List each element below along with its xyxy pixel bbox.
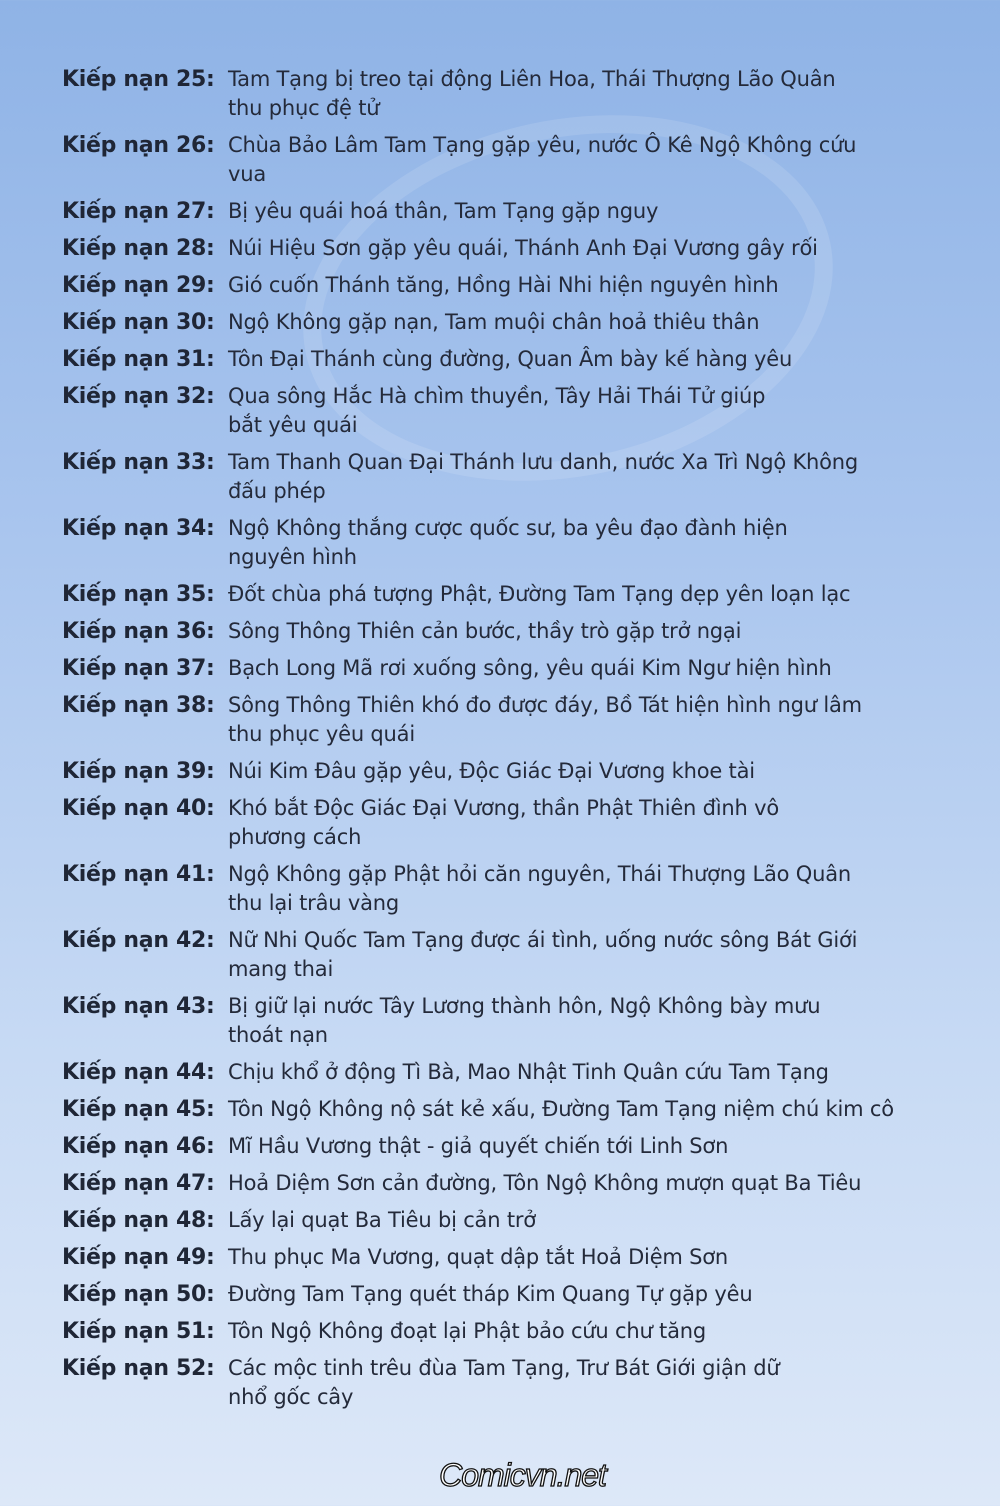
trial-number: Kiếp nạn 36: <box>62 619 215 644</box>
trial-number: Kiếp nạn 44: <box>62 1060 215 1085</box>
watermark: Comicvn.net <box>439 1457 606 1493</box>
trial-description: Núi Hiệu Sơn gặp yêu quái, Thánh Anh Đại Vương gây rối <box>228 236 818 260</box>
trial-description: Sông Thông Thiên cản bước, thầy trò gặp trở ngại <box>228 619 742 643</box>
list-item <box>62 65 962 123</box>
list-item <box>62 654 962 683</box>
trial-number: Kiếp nạn 26: <box>62 133 215 158</box>
trial-number: Kiếp nạn 51: <box>62 1319 215 1344</box>
list-item <box>62 1206 962 1235</box>
list-item <box>62 382 962 440</box>
list-item <box>62 234 962 263</box>
list-item <box>62 580 962 609</box>
trial-description: Đốt chùa phá tượng Phật, Đường Tam Tạng dẹp yên loạn lạc <box>228 582 851 606</box>
trial-description: Đường Tam Tạng quét tháp Kim Quang Tự gặp yêu <box>228 1282 753 1306</box>
trial-description: Núi Kim Đâu gặp yêu, Độc Giác Đại Vương khoe tài <box>228 759 755 783</box>
list-item <box>62 691 962 749</box>
trial-number: Kiếp nạn 38: <box>62 693 215 718</box>
trial-number: Kiếp nạn 33: <box>62 450 215 475</box>
trial-number: Kiếp nạn 28: <box>62 236 215 261</box>
trial-description: Mĩ Hầu Vương thật - giả quyết chiến tới Linh Sơn <box>228 1134 729 1158</box>
trial-description: Tôn Ngộ Không đoạt lại Phật bảo cứu chư tăng <box>228 1319 706 1343</box>
trial-number: Kiếp nạn 34: <box>62 516 215 541</box>
list-item <box>62 1132 962 1161</box>
trial-number: Kiếp nạn 48: <box>62 1208 215 1233</box>
trial-description: Tôn Đại Thánh cùng đường, Quan Âm bày kế hàng yêu <box>228 347 793 371</box>
trial-description: Bạch Long Mã rơi xuống sông, yêu quái Kim Ngư hiện hình <box>228 656 832 680</box>
list-item <box>62 1317 962 1346</box>
trial-description: Thu phục Ma Vương, quạt dập tắt Hoả Diệm Sơn <box>228 1245 729 1269</box>
trial-number: Kiếp nạn 49: <box>62 1245 215 1270</box>
list-item <box>62 794 962 852</box>
list-item <box>62 514 962 572</box>
list-item <box>62 1095 962 1124</box>
trial-number: Kiếp nạn 27: <box>62 199 215 224</box>
trial-number: Kiếp nạn 31: <box>62 347 215 372</box>
list-item <box>62 926 962 984</box>
list-item <box>62 1354 962 1412</box>
trial-number: Kiếp nạn 29: <box>62 273 215 298</box>
trial-number: Kiếp nạn 41: <box>62 862 215 887</box>
trial-number: Kiếp nạn 47: <box>62 1171 215 1196</box>
trial-description: Gió cuốn Thánh tăng, Hồng Hài Nhi hiện nguyên hình <box>228 273 779 297</box>
trial-description: Ngộ Không gặp Phật hỏi căn nguyên, Thái Thượng Lão Quân thu lại trâu vàng <box>228 862 852 915</box>
trial-list <box>62 65 962 1420</box>
trial-number: Kiếp nạn 50: <box>62 1282 215 1307</box>
trial-description: Bị giữ lại nước Tây Lương thành hôn, Ngộ Không bày mưu thoát nạn <box>228 994 821 1047</box>
list-item <box>62 131 962 189</box>
trial-description: Nữ Nhi Quốc Tam Tạng được ái tình, uống nước sông Bát Giới mang thai <box>228 928 858 981</box>
trial-description: Tam Thanh Quan Đại Thánh lưu danh, nước Xa Trì Ngộ Không đấu phép <box>228 450 859 503</box>
trial-description: Chịu khổ ở động Tì Bà, Mao Nhật Tinh Quân cứu Tam Tạng <box>228 1060 829 1084</box>
list-item <box>62 757 962 786</box>
trial-number: Kiếp nạn 45: <box>62 1097 215 1122</box>
trial-number: Kiếp nạn 42: <box>62 928 215 953</box>
trial-number: Kiếp nạn 40: <box>62 796 215 821</box>
list-item <box>62 992 962 1050</box>
trial-description: Ngộ Không thắng cược quốc sư, ba yêu đạo đành hiện nguyên hình <box>228 516 788 569</box>
trial-number: Kiếp nạn 37: <box>62 656 215 681</box>
list-item <box>62 860 962 918</box>
list-item <box>62 617 962 646</box>
trial-description: Chùa Bảo Lâm Tam Tạng gặp yêu, nước Ô Kê Ngộ Không cứu vua <box>228 133 857 186</box>
trial-description: Hoả Diệm Sơn cản đường, Tôn Ngộ Không mượn quạt Ba Tiêu <box>228 1171 862 1195</box>
trial-description: Tam Tạng bị treo tại động Liên Hoa, Thái Thượng Lão Quân thu phục đệ tử <box>228 67 836 120</box>
trial-number: Kiếp nạn 30: <box>62 310 215 335</box>
list-item <box>62 1243 962 1272</box>
list-item <box>62 1280 962 1309</box>
list-item <box>62 1169 962 1198</box>
list-item <box>62 271 962 300</box>
trial-description: Lấy lại quạt Ba Tiêu bị cản trở <box>228 1208 536 1232</box>
trial-description: Tôn Ngộ Không nộ sát kẻ xấu, Đường Tam Tạng niệm chú kim cô <box>228 1097 894 1121</box>
trial-number: Kiếp nạn 25: <box>62 67 215 92</box>
list-item <box>62 308 962 337</box>
list-item <box>62 197 962 226</box>
list-item <box>62 345 962 374</box>
trial-description: Qua sông Hắc Hà chìm thuyền, Tây Hải Thái Tử giúp bắt yêu quái <box>228 384 766 437</box>
trial-number: Kiếp nạn 52: <box>62 1356 215 1381</box>
list-item <box>62 1058 962 1087</box>
trial-description: Sông Thông Thiên khó đo được đáy, Bồ Tát hiện hình ngư lâm thu phục yêu quái <box>228 693 862 746</box>
list-item <box>62 448 962 506</box>
trial-description: Khó bắt Độc Giác Đại Vương, thần Phật Thiên đình vô phương cách <box>228 796 779 849</box>
trial-description: Các mộc tinh trêu đùa Tam Tạng, Trư Bát Giới giận dữ nhổ gốc cây <box>228 1356 780 1409</box>
trial-description: Bị yêu quái hoá thân, Tam Tạng gặp nguy <box>228 199 659 223</box>
trial-description: Ngộ Không gặp nạn, Tam muội chân hoả thiêu thân <box>228 310 760 334</box>
trial-number: Kiếp nạn 35: <box>62 582 215 607</box>
trial-number: Kiếp nạn 43: <box>62 994 215 1019</box>
trial-number: Kiếp nạn 46: <box>62 1134 215 1159</box>
trial-number: Kiếp nạn 32: <box>62 384 215 409</box>
trial-number: Kiếp nạn 39: <box>62 759 215 784</box>
